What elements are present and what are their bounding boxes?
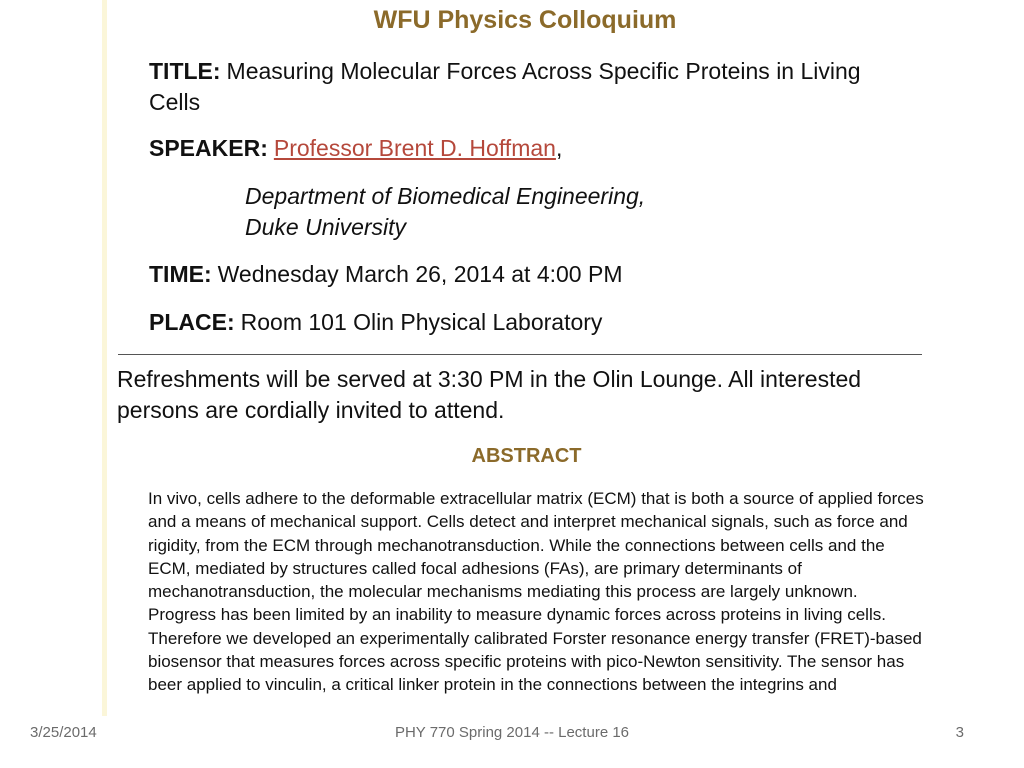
department [245,181,1005,243]
place-label: PLACE: [149,309,235,335]
speaker-name-link[interactable]: Professor Brent D. Hoffman [273,135,556,161]
department-line-1: Department of Biomedical Engineering, [245,183,646,209]
abstract-heading: ABSTRACT [471,445,582,467]
divider-line [118,354,922,355]
speaker-label: SPEAKER: [149,135,268,161]
footer-course: PHY 770 Spring 2014 -- Lecture 16 [394,724,630,741]
title-text: Measuring Molecular Forces Across Specific Proteins in Living Cells [149,58,861,115]
title-label: TITLE: [149,58,221,84]
refreshments-note: Refreshments will be served at 3:30 PM in the Olin Lounge. All interested persons are cordially invited to attend. [117,366,862,423]
time-line [149,259,909,290]
left-margin [0,0,108,716]
footer-date: 3/25/2014 [30,724,97,741]
speaker-comma: , [555,135,563,161]
place-line [149,307,909,338]
footer-page-number: 3 [955,724,964,741]
slide-title: WFU Physics Colloquium [373,6,677,34]
time-text: Wednesday March 26, 2014 at 4:00 PM [217,261,623,287]
time-label: TIME: [149,261,212,287]
speaker-line [149,133,909,164]
left-accent-rule [102,0,107,716]
abstract-text: In vivo, cells adhere to the deformable extracellular matrix (ECM) that is both a source of applied forces and a means of mechanical support. Cells detect and interpret mechanical signals, such as force and rigidity, from the ECM through mechanotransduction. While the connections between cells and the ECM, mediated by structures called focal adhesions (FAs), are primary determinants of mechanotransduction, the molecular mechanisms mediating this process are largely unknown. Progress has been limited by an inability to measure dynamic forces across proteins in living cells. Therefore we developed an experimentally calibrated Forster resonance energy transfer (FRET)-based biosensor that measures forces across specific proteins with pico-Newton sensitivity. The sensor has beer applied to vinculin, a critical linker protein in the connections between the integrins and [148,489,924,695]
talk-title [149,56,909,118]
place-text: Room 101 Olin Physical Laboratory [240,309,603,335]
department-line-2: Duke University [245,214,407,240]
